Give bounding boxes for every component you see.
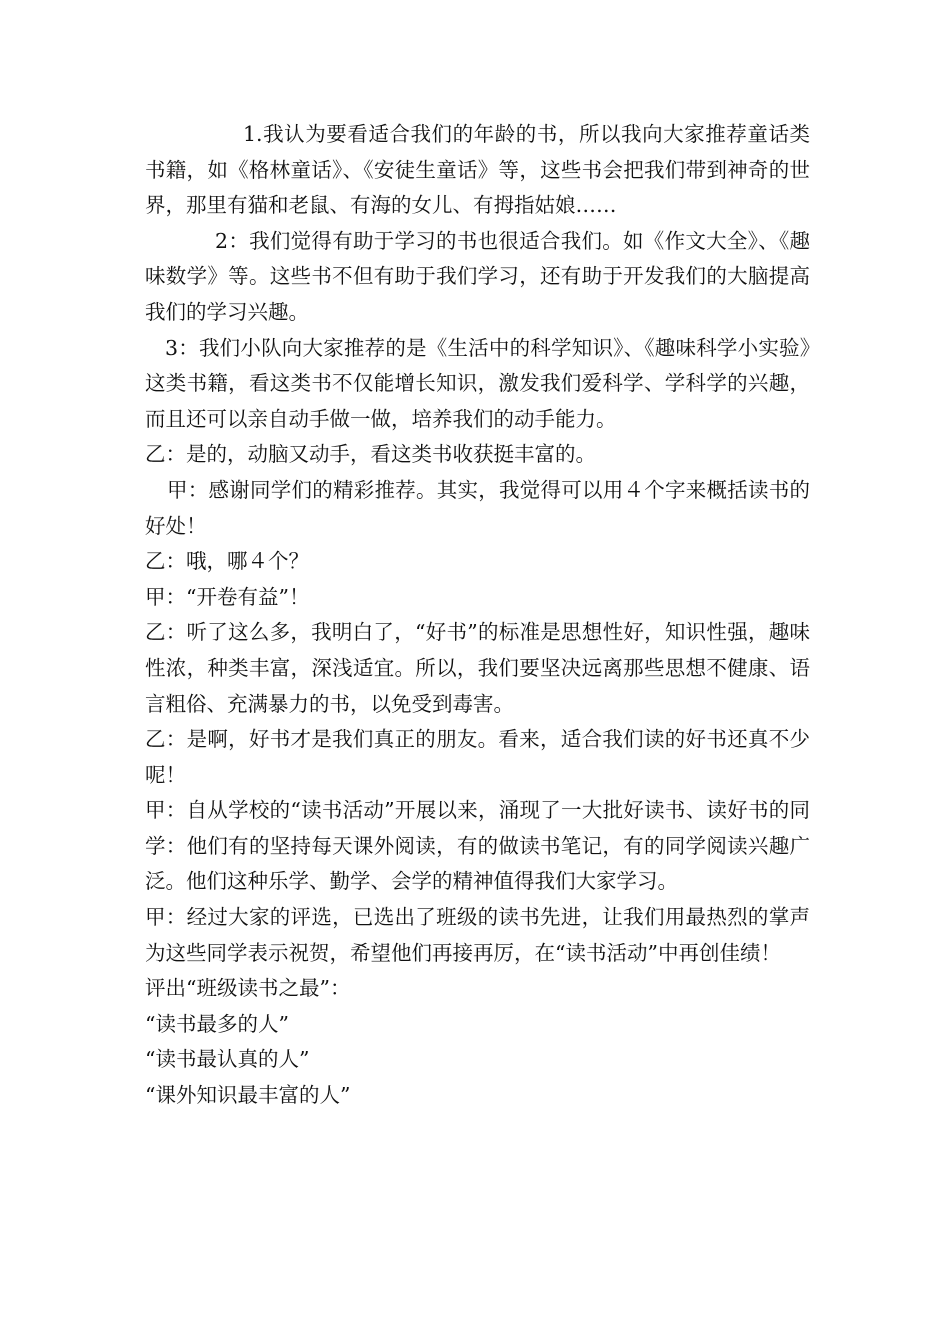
award-item-richest-knowledge: “课外知识最丰富的人” — [145, 1083, 351, 1108]
award-item-most-books: “读书最多的人” — [145, 1011, 289, 1036]
paragraph-yi-friends: 乙：是啊，好书才是我们真正的朋友。看来，适合我们读的好书还真不少呢！ — [145, 727, 810, 787]
paragraph-award-heading: 评出“班级读书之最”： — [145, 976, 351, 1001]
paragraph-jia-selection: 甲：经过大家的评选，已选出了班级的读书先进，让我们用最热烈的掌声为这些同学表示祝贺，希望他们再接再厉，在“读书活动”中再创佳绩！ — [145, 905, 810, 965]
paragraph-recommend-science-books: 3：我们小队向大家推荐的是《生活中的科学知识》、《趣味科学小实验》这类书籍，看这类书不仅能增长知识，激发我们爱科学、学科学的兴趣，而且还可以亲自动手做一做，培养我们的动手能力。 — [145, 335, 810, 431]
paragraph-jia-thanks: 甲：感谢同学们的精彩推荐。其实，我觉得可以用４个字来概括读书的好处！ — [145, 477, 810, 538]
paragraph-recommend-fairy-tales: 1.我认为要看适合我们的年龄的书，所以我向大家推荐童话类书籍，如《格林童话》、《安徒生童话》等，这些书会把我们带到神奇的世界，那里有猫和老鼠、有海的女儿、有拇指姑娘…… — [145, 122, 810, 218]
paragraph-yi-question: 乙：哦，哪４个？ — [145, 549, 309, 574]
paragraph-jia-answer: 甲：“开卷有益”！ — [145, 584, 310, 609]
paragraph-recommend-study-books: 2：我们觉得有助于学习的书也很适合我们。如《作文大全》、《趣味数学》等。这些书不但有助于我们学习，还有助于开发我们的大脑提高我们的学习兴趣。 — [145, 228, 810, 324]
document-body — [145, 117, 810, 1114]
award-item-most-serious: “读书最认真的人” — [145, 1047, 310, 1072]
paragraph-jia-reading-activity: 甲：自从学校的“读书活动”开展以来，涌现了一大批好读书、读好书的同学：他们有的坚持每天课外阅读，有的做读书笔记，有的同学阅读兴趣广泛。他们这种乐学、勤学、会学的精神值得我们大家学习。 — [145, 798, 810, 894]
paragraph-yi-reply-1: 乙：是的，动脑又动手，看这类书收获挺丰富的。 — [145, 442, 596, 467]
paragraph-yi-good-books-standard: 乙：听了这么多，我明白了，“好书”的标准是思想性好，知识性强，趣味性浓，种类丰富，深浅适宜。所以，我们要坚决远离那些思想不健康、语言粗俗、充满暴力的书，以免受到毒害。 — [145, 620, 810, 716]
